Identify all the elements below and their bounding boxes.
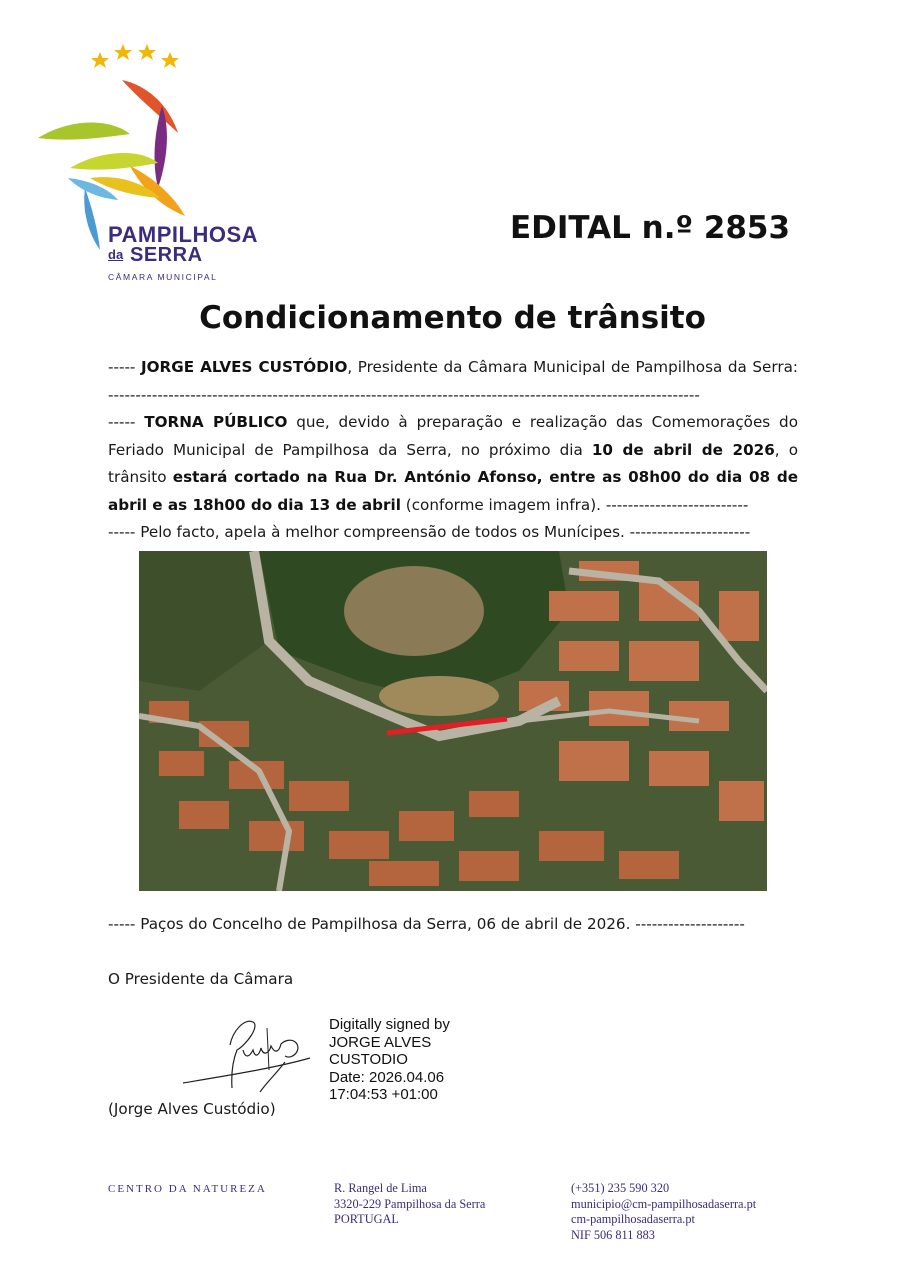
p1-rest: , Presidente da Câmara Municipal de Pampilhosa da Serra: [347,358,799,376]
aerial-map-image-icon [139,551,767,891]
footer-website-link[interactable]: cm-pampilhosadaserra.pt [571,1212,695,1226]
footer-center-label: CENTRO DA NATUREZA [108,1183,267,1195]
footer-nif: NIF 506 811 883 [571,1227,655,1242]
footer-address [334,1181,485,1228]
p1-name: JORGE ALVES CUSTÓDIO [140,358,348,376]
president-name: (Jorge Alves Custódio) [108,1100,276,1118]
president-label: O Presidente da Câmara [108,970,294,988]
p2-dashes: -------------------------- [605,495,749,514]
edital-number: EDITAL n.º 2853 [509,210,791,246]
p1-lead: ----- [108,358,141,376]
p2-text2: , o trânsito [108,440,799,486]
logo-subtitle: CÂMARA MUNICIPAL [108,272,218,282]
p1-dashes: ------------------------------------------------------------------------------------------------------------ [108,385,700,404]
footer-address-line: 3320-229 Pampilhosa da Serra [334,1196,486,1211]
logo-stars-icon [91,44,179,68]
p2-date: 10 de abril de 2026 [591,440,775,459]
handwritten-signature [175,1010,325,1100]
paragraph-appeal: ----- Pelo facto, apela à melhor compreensão de todos os Munícipes. ---------------------- [108,523,751,541]
p2-torna: TORNA PÚBLICO [144,413,288,431]
footer-contacts [571,1181,756,1243]
logo-name-da: da [108,247,124,262]
signature-icon [175,1010,325,1100]
p2-text1: que, devido à preparação e realização das Comemorações do Feriado Municipal de Pampilhosa da Serra, no próximo dia [108,413,798,459]
footer-address-line: R. Rangel de Lima [334,1181,427,1195]
place-and-date: ----- Paços do Concelho de Pampilhosa da Serra, 06 de abril de 2026. -------------------- [108,915,745,933]
footer-phone: (+351) 235 590 320 [571,1181,670,1195]
digital-signature-info: Digitally signed by JORGE ALVES CUSTODIO Date: 2026.04.06 17:04:53 +01:00 [329,1016,450,1103]
p2-bold: estará cortado na Rua Dr. António Afonso, entre as 08h00 do dia 08 de abril e as 18h00 do dia 13 de abril [108,468,798,514]
paragraph-president [108,354,798,409]
municipality-logo [30,38,270,288]
logo-name-line1: PAMPILHOSA [108,222,259,247]
p2-lead: ----- [108,413,145,431]
paragraph-announcement [108,409,798,519]
p2-text3: (conforme imagem infra). [400,495,606,514]
footer-email-link[interactable]: municipio@cm-pampilhosadaserra.pt [571,1196,757,1211]
page-title: Condicionamento de trânsito [199,300,706,336]
aerial-map [139,551,767,891]
logo-name-line2: SERRA [130,244,203,266]
footer-address-line: PORTUGAL [334,1212,399,1226]
